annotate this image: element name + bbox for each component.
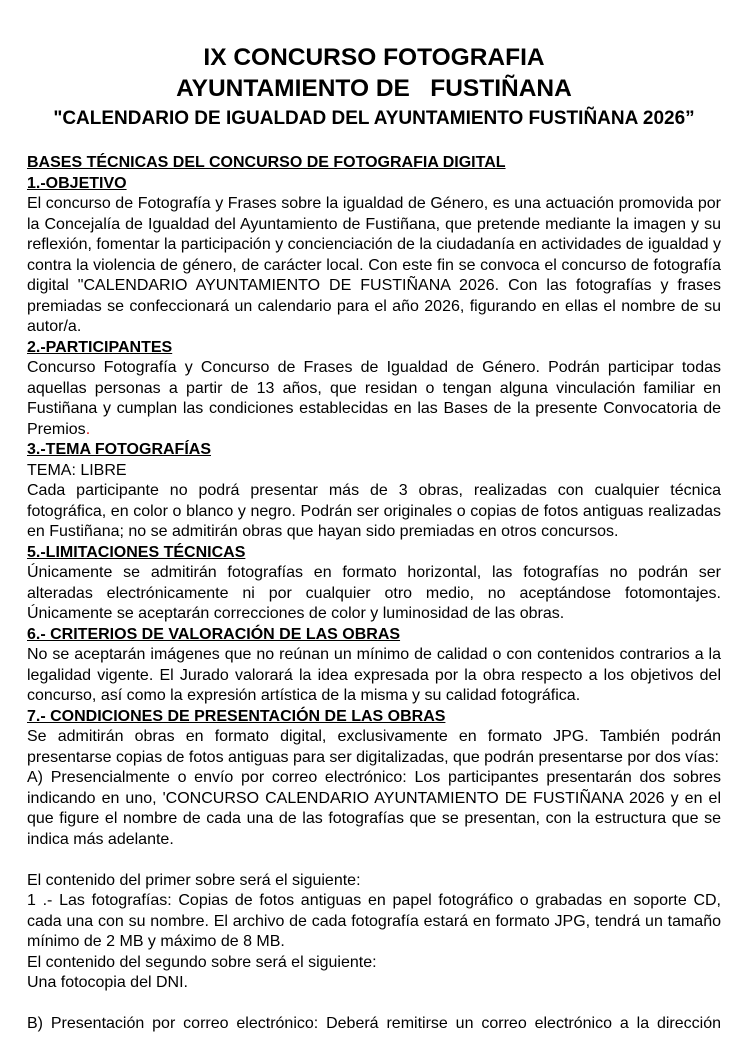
section-heading-bases: BASES TÉCNICAS DEL CONCURSO DE FOTOGRAFIA DIGITAL: [27, 154, 506, 171]
title-line-2: AYUNTAMIENTO DE FUSTIÑANA: [176, 75, 572, 102]
paragraph-condiciones-intro: Se admitirán obras en formato digital, exclusivamente en formato JPG. También podrán presentarse copias de fotos antiguas para ser digitalizadas, que podrán presentarse por dos vías:: [27, 728, 721, 766]
title-line-1: IX CONCURSO FOTOGRAFIA: [203, 44, 545, 71]
document-title-block: [27, 42, 721, 133]
red-period: .: [85, 420, 91, 438]
paragraph-via-a: A) Presencialmente o envío por correo electrónico: Los participantes presentarán dos sobres indicando en uno, 'CONCURSO CALENDARIO AYUNTAMIENTO DE FUSTIÑANA 2026 y en el que figure el nombre de cada una de las fotografías que se presentan, con la estructura que se indica más adelante.: [27, 769, 721, 848]
paragraph-primer-sobre-intro: El contenido del primer sobre será el siguiente:: [27, 871, 361, 889]
section-heading-condiciones: 7.- CONDICIONES DE PRESENTACIÓN DE LAS OBRAS: [27, 707, 446, 725]
section-heading-participantes: 2.-PARTICIPANTES: [27, 338, 173, 356]
paragraph-tema: Cada participante no podrá presentar más de 3 obras, realizadas con cualquier técnica fotográfica, en color o blanco y negro. Podrán ser originales o copias de fotos antiguas realizadas en Fustiñana; no se admitirán obras que hayan sido premiadas en otros concursos.: [27, 482, 721, 540]
document-body: [27, 153, 721, 1035]
paragraph-segundo-sobre-contenido: Una fotocopia del DNI.: [27, 974, 188, 991]
paragraph-segundo-sobre-intro: El contenido del segundo sobre será el siguiente:: [27, 953, 377, 971]
paragraph-objetivo: El concurso de Fotografía y Frases sobre la igualdad de Género, es una actuación promovida por la Concejalía de Igualdad del Ayuntamiento de Fustiñana, que pretende mediante la imagen y su reflexión, fomentar la participación y concienciación de la ciudadanía en actividades de igualdad y contra la violencia de género, de carácter local. Con este fin se convoca el concurso de fotografía digital "CALENDARIO AYUNTAMIENTO DE FUSTIÑANA 2026. Con las fotografías y frases premiadas se confeccionará un calendario para el año 2026, figurando en ellas el nombre de su autor/a.: [27, 195, 721, 335]
section-heading-objetivo: 1.-OBJETIVO: [27, 174, 127, 192]
paragraph-tema-libre: TEMA: LIBRE: [27, 461, 127, 479]
blank-line: [27, 994, 721, 1015]
paragraph-limitaciones: Únicamente se admitirán fotografías en formato horizontal, las fotografías no podrán ser alteradas electrónicamente ni por cualquier otro medio, no aceptándose fotomontajes. Únicamente se aceptarán correcciones de color y luminosidad de las obras.: [27, 564, 721, 622]
paragraph-via-b: B) Presentación por correo electrónico: Deberá remitirse un correo electrónico a la dirección: [27, 1015, 721, 1032]
blank-line: [27, 850, 721, 871]
paragraph-participantes: [27, 358, 721, 440]
section-heading-tema: 3.-TEMA FOTOGRAFÍAS: [27, 441, 211, 458]
paragraph-criterios: No se aceptarán imágenes que no reúnan un mínimo de calidad o con contenidos contrarios a la legalidad vigente. El Jurado valorará la idea expresada por la obra respecto a los objetivos del concurso, así como la expresión artística de la misma y su calidad fotográfica.: [27, 646, 721, 704]
title-line-3: "CALENDARIO DE IGUALDAD DEL AYUNTAMIENTO FUSTIÑANA 2026”: [53, 108, 695, 129]
section-heading-criterios: 6.- CRITERIOS DE VALORACIÓN DE LAS OBRAS: [27, 625, 401, 643]
section-heading-limitaciones: 5.-LIMITACIONES TÉCNICAS: [27, 543, 246, 561]
paragraph-participantes-text: Concurso Fotografía y Concurso de Frases de Igualdad de Género. Podrán participar todas aquellas personas a partir de 13 años, que residan o tengan alguna vinculación familiar en Fustiñana y cumplan las condiciones establecidas en las Bases de la presente Convocatoria de Premios: [27, 359, 721, 438]
paragraph-primer-sobre-contenido: 1 .- Las fotografías: Copias de fotos antiguas en papel fotográfico o grabadas en soporte CD, cada una con su nombre. El archivo de cada fotografía estará en formato JPG, tendrá un tamaño mínimo de 2 MB y máximo de 8 MB.: [27, 892, 721, 950]
